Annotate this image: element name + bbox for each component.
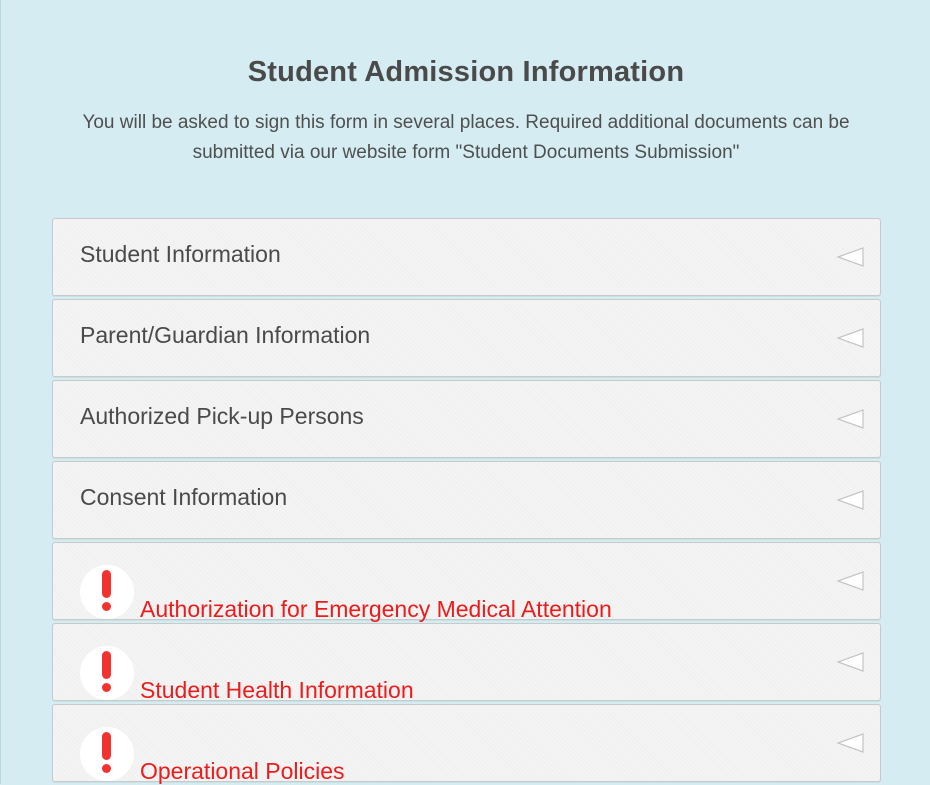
section-authorized-pickup-persons[interactable] [52,380,881,458]
section-label-error: Operational Policies [140,758,345,784]
triangle-left-icon[interactable] [836,246,864,268]
section-operational-policies[interactable] [52,704,881,782]
section-consent-information[interactable] [52,461,881,539]
exclamation-dot [102,683,111,692]
page-subtitle: You will be asked to sign this form in several places. Required additional documents can be submitted via our website form "Student Documents Submission" [82,112,850,163]
triangle-left-icon[interactable] [836,651,864,673]
triangle-left-icon[interactable] [836,570,864,592]
exclamation-icon [80,727,134,781]
section-label-error: Authorization for Emergency Medical Attention [140,596,612,622]
triangle-left-icon[interactable] [836,489,864,511]
section-label: Parent/Guardian Information [80,322,371,348]
section-student-health-information[interactable] [52,623,881,701]
triangle-left-icon[interactable] [836,408,864,430]
exclamation-bar [102,651,111,679]
exclamation-icon [80,646,134,700]
section-label: Consent Information [80,484,288,510]
exclamation-dot [102,602,111,611]
section-label-error: Student Health Information [140,677,414,703]
section-student-information[interactable] [52,218,881,296]
section-parent-guardian-information[interactable] [52,299,881,377]
section-label: Authorized Pick-up Persons [80,403,364,429]
exclamation-dot [102,764,111,773]
page-title: Student Admission Information [247,56,685,88]
section-label: Student Information [80,241,281,267]
exclamation-bar [102,570,111,598]
section-emergency-medical-attention[interactable] [52,542,881,620]
triangle-left-icon[interactable] [836,327,864,349]
exclamation-icon [80,565,134,619]
exclamation-bar [102,732,111,760]
triangle-left-icon[interactable] [836,732,864,754]
